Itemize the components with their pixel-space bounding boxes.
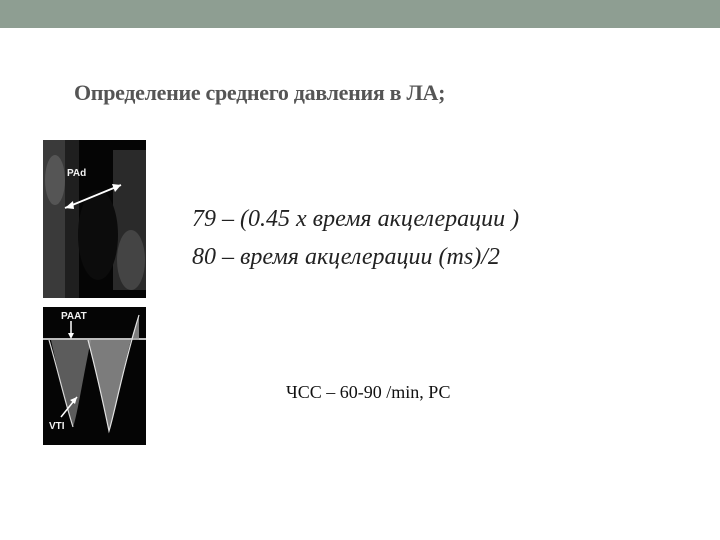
echo-pa-graphic <box>43 140 146 298</box>
slide-title: Определение среднего давления в ЛА; <box>74 80 446 105</box>
echo-label-paat: PAAT <box>61 311 87 322</box>
echo-label-vti: VTI <box>49 421 65 432</box>
echo-label-pad: PAd <box>67 168 87 179</box>
top-band <box>0 0 720 28</box>
formula-line-2: 80 – время акцелерации (ms)/2 <box>192 244 500 270</box>
formula-line-1: 79 – (0.45 x время акцелерации ) <box>192 206 520 232</box>
heart-rate-note: ЧСС – 60-90 /min, РС <box>286 382 451 402</box>
echo-image-doppler <box>43 307 146 445</box>
echo-image-pa <box>43 140 146 298</box>
